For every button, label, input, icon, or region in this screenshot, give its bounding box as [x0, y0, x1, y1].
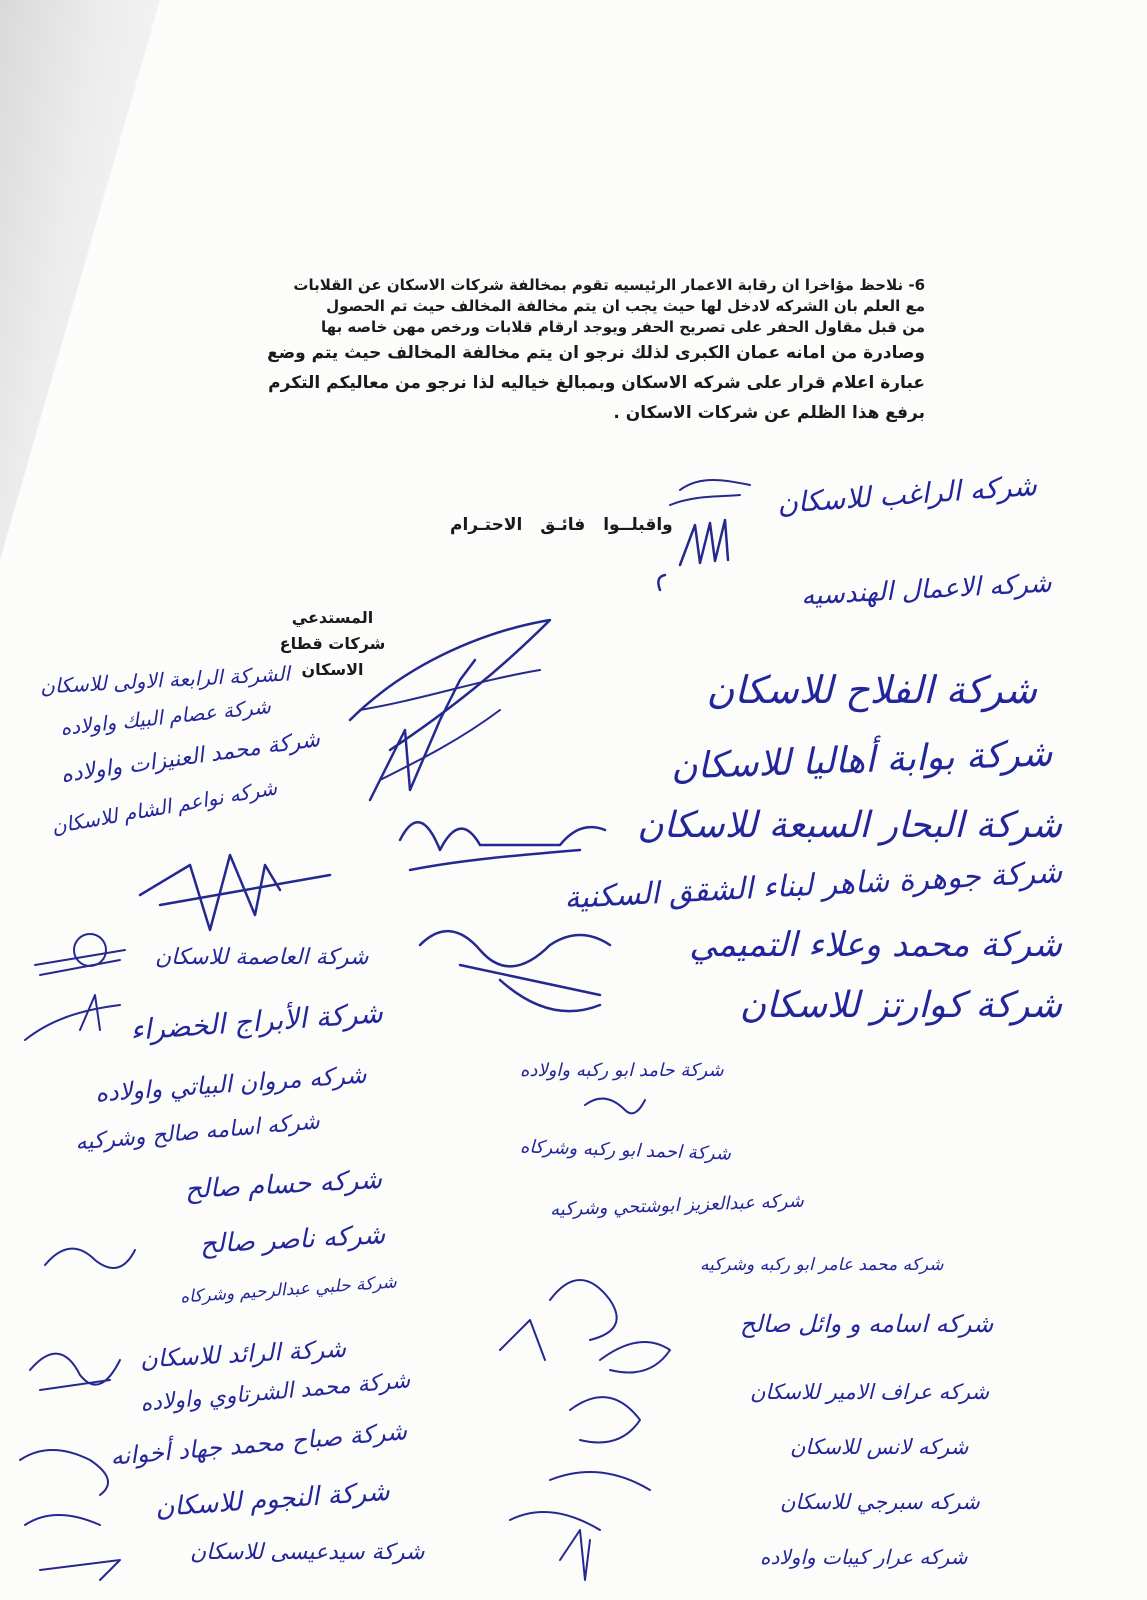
- signature-mark: [380, 790, 610, 900]
- hw-right-6: شركة كوارتز للاسكان: [739, 985, 1062, 1026]
- signature-mark: [20, 990, 130, 1050]
- hw-left-7: شركه مروان البياتي واولاده: [94, 1060, 368, 1108]
- item-line-4: وصادرة من امانه عمان الكبرى لذلك نرجو ان يتم مخالفة المخالف حيث يتم وضع: [267, 343, 925, 363]
- signature-mark: [400, 905, 620, 1025]
- item-number: 6-: [908, 276, 925, 294]
- hw-center-4: شركه محمد عامر ابو ركبه وشركيه: [700, 1255, 944, 1275]
- hw-left-12: شركة الرائد للاسكان: [139, 1334, 347, 1374]
- signature-mark: [40, 1230, 140, 1280]
- hw-left-3: شركة محمد العنيزات واولاده: [59, 726, 322, 789]
- hw-center-6: شركه عراف الامير للاسكان: [750, 1380, 990, 1404]
- item-line-5: عبارة اعلام قرار على شركه الاسكان وبمبالغ خياليه لذا نرجو من معاليكم التكرم: [268, 373, 925, 393]
- sender-name: شركات قطاع الاسكان: [279, 634, 386, 679]
- hw-left-16: شركة سيدعيسى للاسكان: [190, 1540, 425, 1565]
- signature-mark: [490, 1240, 690, 1600]
- hw-left-10: شركه ناصر صالح: [199, 1220, 386, 1260]
- signature-mark: [20, 1330, 130, 1410]
- hw-top-right-1: شركه الراغب للاسكان: [776, 468, 1038, 521]
- signature-mark: [10, 1440, 130, 1590]
- signature-mark: [130, 835, 340, 945]
- signature-mark: [580, 1085, 650, 1125]
- hw-left-6: شركة الأبراج الخضراء: [129, 996, 384, 1047]
- item-line-1: نلاحظ مؤاخرا ان رقابة الاعمار الرئيسيه تقوم بمخالفة شركات الاسكان عن القلابات: [293, 276, 904, 294]
- hw-left-14: شركة صباح محمد جهاد أخوانه: [109, 1417, 409, 1471]
- hw-center-9: شركه عرار كيبات واولاده: [760, 1545, 968, 1569]
- hw-center-3: شركه عبدالعزيز ابوشتحي وشركيه: [549, 1190, 805, 1221]
- hw-center-7: شركه لانس للاسكان: [790, 1435, 969, 1459]
- letter-item-6: [200, 275, 925, 428]
- sender-label: المستدعي: [291, 608, 374, 627]
- page-fold-shadow: [0, 0, 160, 560]
- hw-right-1: شركة الفلاح للاسكان: [706, 668, 1037, 712]
- hw-left-2: شركة عصام البيك واولاده: [59, 694, 272, 740]
- item-line-3: من قبل مقاول الحفر على تصريح الحفر ويوجد ارقام قلابات ورخص مهن خاصه بها: [321, 318, 925, 336]
- signature-mark: [640, 465, 760, 615]
- hw-left-8: شركه اسامه صالح وشركيه: [74, 1109, 321, 1156]
- hw-left-15: شركة النجوم للاسكان: [154, 1476, 391, 1524]
- hw-left-4: شركه نواعم الشام للاسكان: [49, 775, 279, 839]
- hw-left-5: شركة العاصمة للاسكان: [155, 945, 369, 970]
- hw-right-5: شركة محمد وعلاء التميمي: [689, 925, 1062, 965]
- hw-left-1: الشركة الرابعة الاولى للاسكان: [39, 661, 291, 699]
- item-line-2: مع العلم بان الشركه لادخل لها حيث يجب ان يتم مخالفة المخالف حيث تم الحصول: [326, 297, 925, 315]
- signature-mark: [30, 925, 130, 985]
- item-line-6: برفع هذا الظلم عن شركات الاسكان .: [613, 403, 925, 423]
- hw-right-3: شركة البحار السبعة للاسكان: [637, 805, 1062, 846]
- hw-center-8: شركه سبرجي للاسكان: [780, 1490, 980, 1514]
- hw-left-9: شركه حسام صالح: [184, 1164, 383, 1206]
- closing-line: واقبلــوا فائـق الاحتـرام: [450, 515, 673, 535]
- hw-center-1: شركة حامد ابو ركبه واولاده: [520, 1060, 724, 1081]
- hw-left-13: شركة محمد الشرتاوي واولاده: [139, 1368, 412, 1417]
- hw-center-5: شركه اسامه و وائل صالح: [740, 1310, 994, 1338]
- hw-right-2: شركة بوابة أهاليا للاسكان: [669, 733, 1053, 788]
- hw-center-2: شركة احمد ابو ركبه وشركاه: [519, 1136, 732, 1165]
- hw-top-right-2: شركه الاعمال الهندسيه: [800, 568, 1053, 612]
- hw-left-11: شركة حلبي عبدالرحيم وشركاه: [179, 1272, 398, 1308]
- hw-right-4: شركة جوهرة شاهر لبناء الشقق السكنية: [562, 854, 1063, 917]
